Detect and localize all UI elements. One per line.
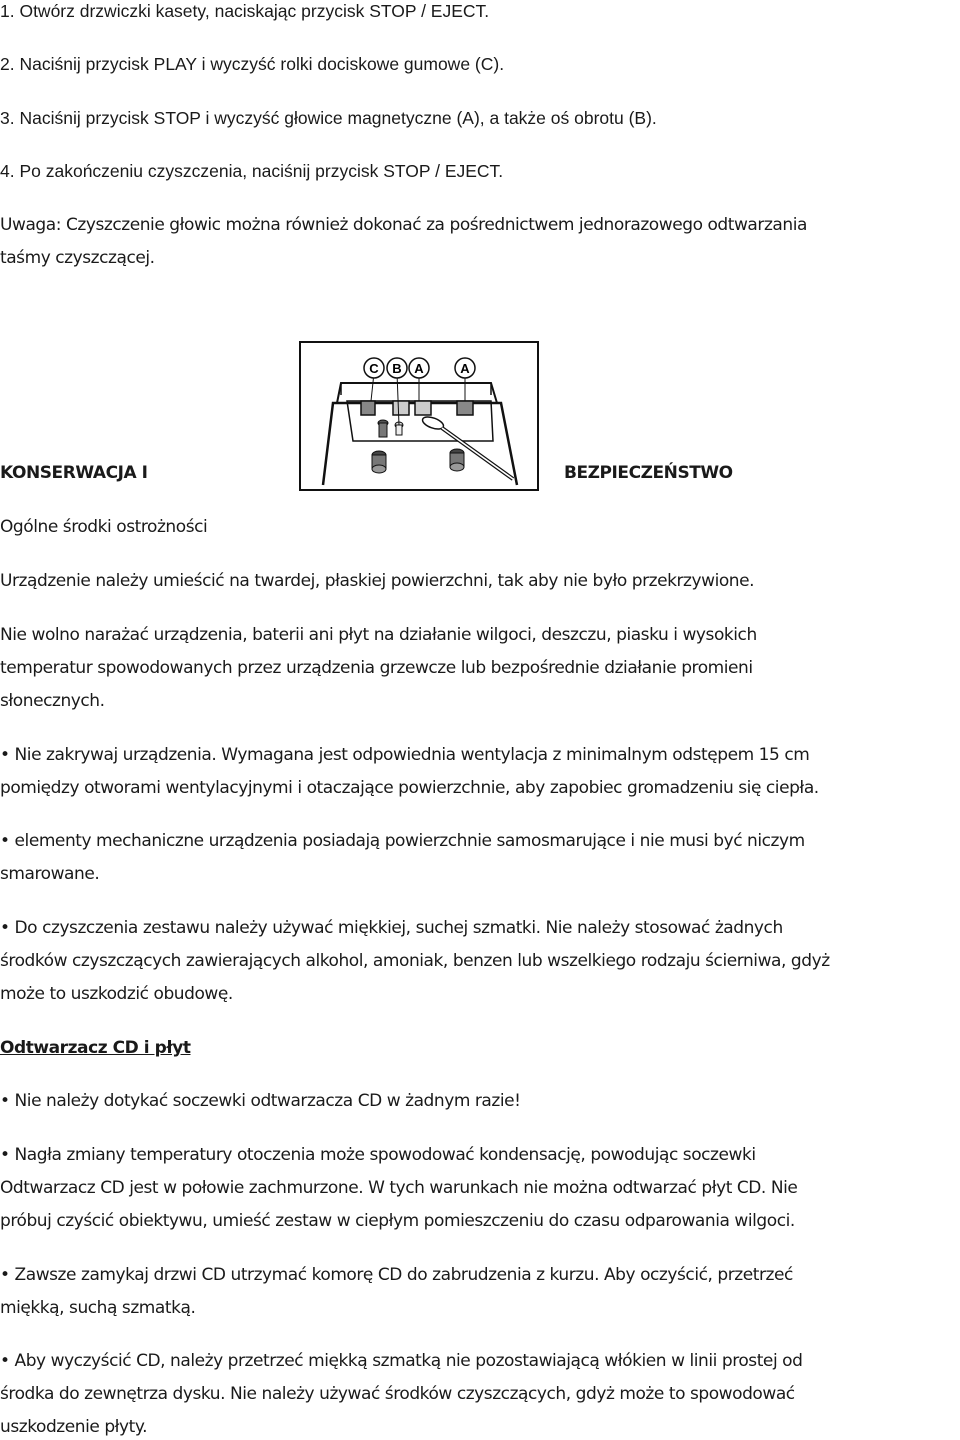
- note-line-2: taśmy czyszczącej.: [0, 248, 155, 268]
- step-1: 1. Otwórz drzwiczki kasety, naciskając przycisk STOP / EJECT.: [0, 1, 490, 21]
- general-para-2-line-1: Nie wolno narażać urządzenia, baterii ani płyt na działanie wilgoci, deszczu, piasku i wysokich: [0, 625, 757, 645]
- step-2: 2. Naciśnij przycisk PLAY i wyczyść rolki dociskowe gumowe (C).: [0, 54, 505, 74]
- cd-bullet-4-line-1: • Aby wyczyścić CD, należy przetrzeć miękką szmatką nie pozostawiającą włókien w linii prostej od: [0, 1351, 803, 1371]
- general-para-1: Urządzenie należy umieścić na twardej, płaskiej powierzchni, tak aby nie było przekrzywione.: [0, 571, 755, 591]
- general-para-2-line-3: słonecznych.: [0, 691, 105, 711]
- cd-bullet-2-line-2: Odtwarzacz CD jest w połowie zachmurzone. W tych warunkach nie można odtwarzać płyt CD. Nie: [0, 1178, 798, 1198]
- cassette-deck-drawing: [301, 343, 537, 489]
- cd-bullet-2-line-3: próbuj czyścić obiektywu, umieść zestaw w ciepłym pomieszczeniu do czasu odparowania wilgoci.: [0, 1211, 795, 1231]
- cd-bullet-4-line-3: uszkodzenie płyty.: [0, 1417, 148, 1437]
- general-precautions-title: Ogólne środki ostrożności: [0, 517, 208, 537]
- cd-section-title: Odtwarzacz CD i płyt: [0, 1038, 191, 1058]
- general-bullet-2-line-1: • elementy mechaniczne urządzenia posiadają powierzchnie samosmarujące i nie musi być niczym: [0, 831, 805, 851]
- general-bullet-3-line-1: • Do czyszczenia zestawu należy używać miękkiej, suchej szmatki. Nie należy stosować żadnych: [0, 918, 783, 938]
- cassette-cleaning-illustration: [299, 341, 539, 491]
- note-line-1: Uwaga: Czyszczenie głowic można również dokonać za pośrednictwem jednorazowego odtwarzania: [0, 215, 807, 235]
- cd-bullet-4-line-2: środka do zewnętrza dysku. Nie należy używać środków czyszczących, gdyż może to spowodować: [0, 1384, 795, 1404]
- general-bullet-3-line-2: środków czyszczących zawierających alkohol, amoniak, benzen lub wszelkiego rodzaju ścierniwa, gdyż: [0, 951, 830, 971]
- cd-bullet-2-line-1: • Nagła zmiany temperatury otoczenia może spowodować kondensację, powodując soczewki: [0, 1145, 756, 1165]
- section-heading-left: KONSERWACJA I: [0, 463, 148, 483]
- general-bullet-1-line-1: • Nie zakrywaj urządzenia. Wymagana jest odpowiednia wentylacja z minimalnym odstępem 15 cm: [0, 745, 810, 765]
- cd-bullet-3-line-2: miękką, suchą szmatką.: [0, 1298, 196, 1318]
- callout-label-b: B: [392, 361, 402, 376]
- general-bullet-3-line-3: może to uszkodzić obudowę.: [0, 984, 233, 1004]
- general-bullet-2-line-2: smarowane.: [0, 864, 100, 884]
- callout-label-a-1: A: [414, 361, 424, 376]
- callout-label-a-2: A: [460, 361, 470, 376]
- section-heading-right: BEZPIECZEŃSTWO: [564, 463, 733, 483]
- general-para-2-line-2: temperatur spowodowanych przez urządzenia grzewcze lub bezpośrednie działanie promieni: [0, 658, 753, 678]
- step-4: 4. Po zakończeniu czyszczenia, naciśnij przycisk STOP / EJECT.: [0, 161, 504, 181]
- cd-bullet-3-line-1: • Zawsze zamykaj drzwi CD utrzymać komorę CD do zabrudzenia z kurzu. Aby oczyścić, przetrzeć: [0, 1265, 793, 1285]
- step-3: 3. Naciśnij przycisk STOP i wyczyść głowice magnetyczne (A), a także oś obrotu (B).: [0, 108, 657, 128]
- cd-bullet-1-line-1: • Nie należy dotykać soczewki odtwarzacza CD w żadnym razie!: [0, 1091, 521, 1111]
- general-bullet-1-line-2: pomiędzy otworami wentylacyjnymi i otaczające powierzchnie, aby zapobiec gromadzeniu się ciepła.: [0, 778, 819, 798]
- callout-label-c: C: [369, 361, 379, 376]
